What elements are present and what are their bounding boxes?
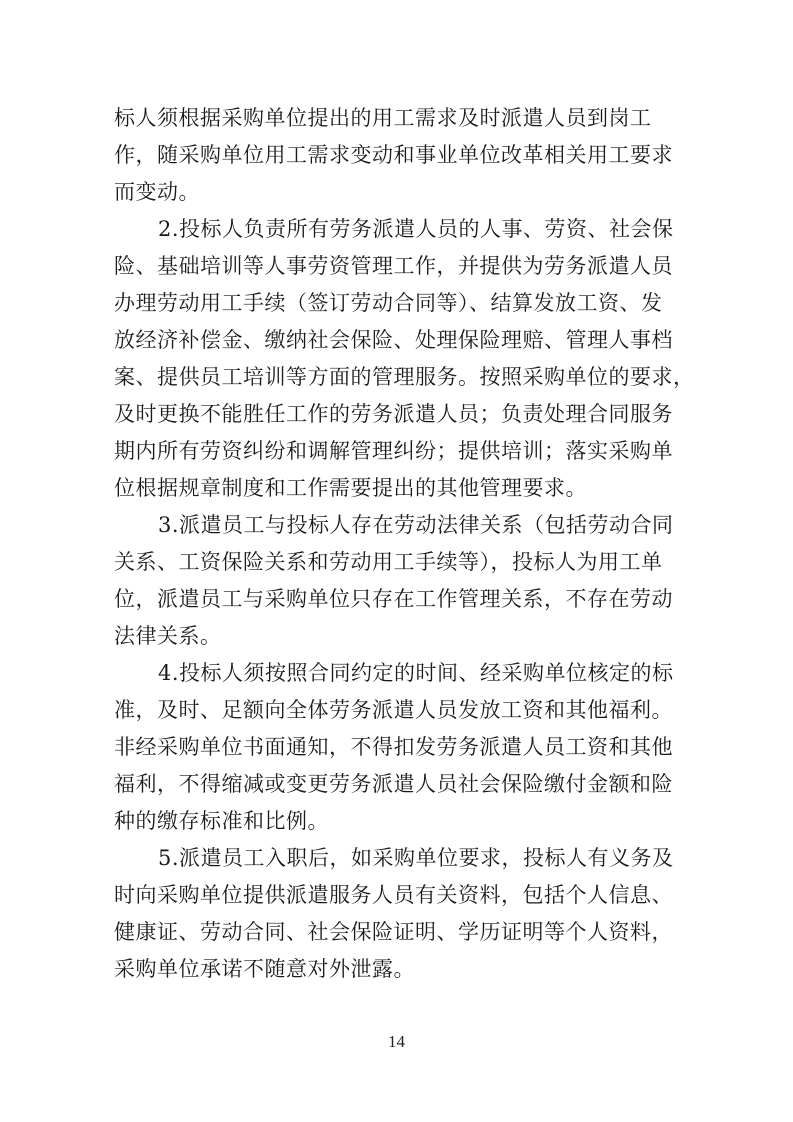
text-line: 及时更换不能胜任工作的劳务派遣人员；负责处理合同服务 bbox=[114, 402, 673, 426]
text-line: 位根据规章制度和工作需要提出的其他管理要求。 bbox=[114, 476, 587, 500]
text-line: 福利，不得缩减或变更劳务派遣人员社会保险缴付金额和险 bbox=[114, 772, 673, 796]
text-line: 办理劳动用工手续（签订劳动合同等）、结算发放工资、发 bbox=[114, 291, 663, 315]
text-line: 2.投标人负责所有劳务派遣人员的人事、劳资、社会保 bbox=[158, 217, 674, 241]
paragraph bbox=[114, 655, 679, 840]
text-line: 采购单位承诺不随意对外泄露。 bbox=[114, 957, 415, 981]
document-body bbox=[114, 100, 695, 988]
text-line: 标人须根据采购单位提出的用工需求及时派遣人员到岗工 bbox=[114, 106, 652, 130]
paragraph bbox=[114, 507, 679, 655]
text-line: 时向采购单位提供派遣服务人员有关资料，包括个人信息、 bbox=[114, 883, 673, 907]
text-line: 案、提供员工培训等方面的管理服务。按照采购单位的要求， bbox=[114, 365, 695, 389]
text-line: 准，及时、足额向全体劳务派遣人员发放工资和其他福利。 bbox=[114, 698, 673, 722]
text-line: 健康证、劳动合同、社会保险证明、学历证明等个人资料， bbox=[114, 920, 673, 944]
text-line: 关系、工资保险关系和劳动用工手续等），投标人为用工单 bbox=[114, 550, 663, 574]
paragraph bbox=[114, 211, 695, 507]
text-line: 位，派遣员工与采购单位只存在工作管理关系，不存在劳动 bbox=[114, 587, 673, 611]
text-line: 而变动。 bbox=[114, 180, 200, 204]
paragraph bbox=[114, 840, 679, 988]
text-line: 非经采购单位书面通知，不得扣发劳务派遣人员工资和其他 bbox=[114, 735, 673, 759]
text-line: 3.派遣员工与投标人存在劳动法律关系（包括劳动合同 bbox=[158, 513, 674, 537]
text-line: 种的缴存标准和比例。 bbox=[114, 809, 329, 833]
paragraph bbox=[114, 100, 679, 211]
text-line: 放经济补偿金、缴纳社会保险、处理保险理赔、管理人事档 bbox=[114, 328, 673, 352]
text-line: 险、基础培训等人事劳资管理工作，并提供为劳务派遣人员 bbox=[114, 254, 673, 278]
text-line: 4.投标人须按照合同约定的时间、经采购单位核定的标 bbox=[158, 661, 674, 685]
text-line: 期内所有劳资纠纷和调解管理纠纷；提供培训；落实采购单 bbox=[114, 439, 673, 463]
text-line: 5.派遣员工入职后，如采购单位要求，投标人有义务及 bbox=[158, 846, 674, 870]
page-number: 14 bbox=[388, 1032, 405, 1051]
text-line: 作，随采购单位用工需求变动和事业单位改革相关用工要求 bbox=[114, 143, 673, 167]
text-line: 法律关系。 bbox=[114, 624, 222, 648]
